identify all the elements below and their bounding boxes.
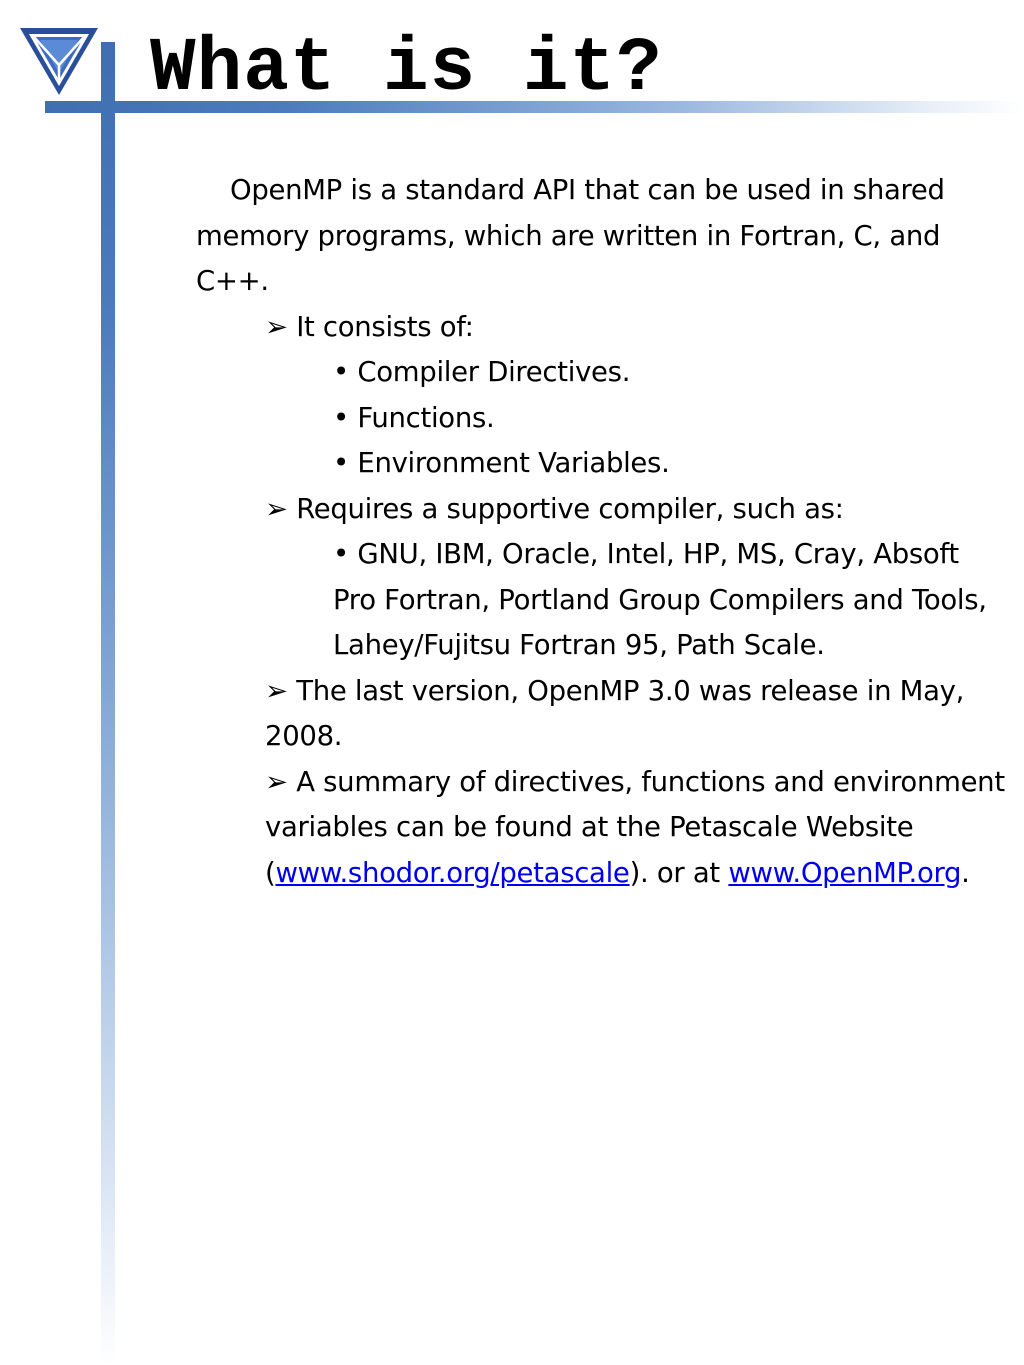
consists-label: It consists of: xyxy=(296,310,474,343)
arrow-bullet-icon: ➢ xyxy=(265,492,288,525)
compilers-text: GNU, IBM, Oracle, Intel, HP, MS, Cray, Absoft Pro Fortran, Portland Group Compilers and Tools, Lahey/Fujitsu Fortran 95, Path Scale. xyxy=(333,538,987,661)
arrow-bullet-icon: ➢ xyxy=(265,310,288,343)
list-item xyxy=(196,350,1008,396)
shodor-petascale-link[interactable]: www.shodor.org/petascale xyxy=(275,856,630,889)
bullet-icon: • xyxy=(333,447,349,479)
compilers-list-item xyxy=(196,532,1008,669)
list-item xyxy=(196,396,1008,442)
arrow-bullet-icon: ➢ xyxy=(265,765,288,798)
requires-heading xyxy=(196,487,1008,533)
list-item xyxy=(196,441,1008,487)
version-item xyxy=(196,669,1008,760)
intro-paragraph: OpenMP is a standard API that can be used in shared memory programs, which are written in Fortran, C, and C++. xyxy=(196,174,945,297)
list-item-text: Compiler Directives. xyxy=(357,356,631,388)
summary-item xyxy=(196,760,1008,897)
logo-triangle-icon xyxy=(18,25,100,97)
arrow-bullet-icon: ➢ xyxy=(265,674,288,707)
after-link2-text: . xyxy=(961,856,970,889)
summary-text: A summary of directives, functions and environment variables can be found at the Petascale Website ( xyxy=(265,765,1005,889)
after-link1-text: ). xyxy=(629,856,649,889)
version-text: The last version, OpenMP 3.0 was release in May, 2008. xyxy=(265,674,965,752)
list-item-text: Environment Variables. xyxy=(357,447,670,479)
openmp-org-link[interactable]: www.OpenMP.org xyxy=(728,856,962,889)
bullet-icon: • xyxy=(333,356,349,388)
bullet-icon: • xyxy=(333,401,349,434)
list-item-text: Functions. xyxy=(357,401,495,434)
vertical-accent-bar xyxy=(101,42,115,1365)
bullet-icon: • xyxy=(333,538,349,570)
or-at-text: or at xyxy=(656,856,729,889)
slide-title: What is it? xyxy=(150,26,663,112)
slide-body xyxy=(196,168,1008,896)
consists-of-heading xyxy=(196,305,1008,351)
requires-label: Requires a supportive compiler, such as: xyxy=(296,492,844,525)
